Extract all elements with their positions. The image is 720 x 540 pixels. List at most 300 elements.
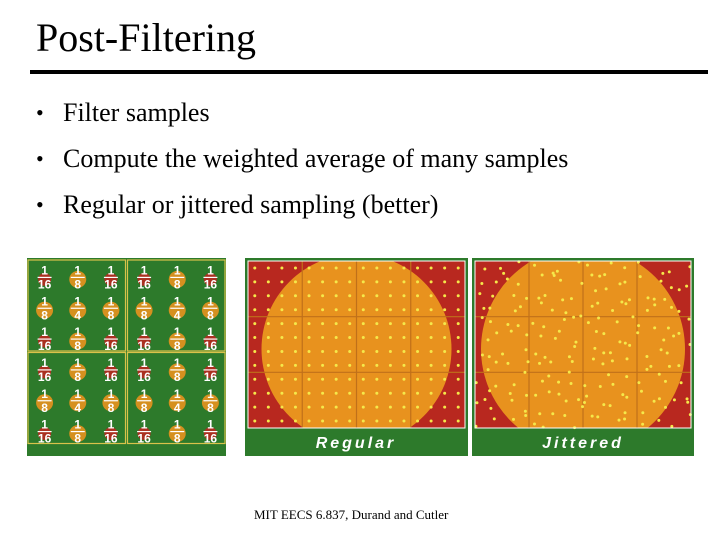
sample-point: [483, 268, 486, 271]
sample-point: [596, 302, 599, 305]
sample-point: [491, 295, 494, 298]
sample-point: [280, 336, 283, 339]
sample-point: [646, 309, 649, 312]
weight-denominator: 16: [203, 431, 218, 446]
sample-point: [294, 266, 297, 269]
sample-point: [457, 378, 460, 381]
bullet-item: [36, 182, 568, 228]
sample-point: [294, 406, 297, 409]
sample-point: [506, 277, 509, 280]
sample-point: [253, 378, 256, 381]
weight-denominator: 16: [104, 431, 118, 446]
sample-point: [495, 361, 498, 364]
weight-denominator: 8: [173, 369, 181, 384]
sample-point: [362, 378, 365, 381]
sample-point: [610, 262, 613, 265]
sample-point: [577, 398, 580, 401]
sample-point: [668, 365, 671, 368]
sample-point: [603, 273, 606, 276]
bullet-text: Regular or jittered sampling (better): [63, 190, 439, 219]
weight-numerator: 1: [107, 417, 115, 432]
sample-point: [478, 292, 481, 295]
sample-point: [517, 324, 520, 327]
sample-point: [443, 322, 446, 325]
sample-point: [568, 355, 571, 358]
weight-numerator: 1: [173, 386, 181, 401]
sample-point: [280, 392, 283, 395]
sample-point: [389, 266, 392, 269]
weight-denominator: 16: [104, 339, 118, 354]
sample-point: [443, 294, 446, 297]
title-underline: [30, 70, 708, 74]
sample-point: [607, 373, 610, 376]
sample-point: [335, 266, 338, 269]
sample-point: [663, 298, 666, 301]
sample-point: [335, 308, 338, 311]
sample-point: [626, 357, 629, 360]
sample-point: [348, 378, 351, 381]
sample-point: [664, 380, 667, 383]
weight-numerator: 1: [41, 325, 48, 340]
sample-point: [443, 336, 446, 339]
sample-point: [267, 294, 270, 297]
weight-numerator: 1: [140, 417, 148, 432]
sample-point: [362, 294, 365, 297]
sample-point: [308, 308, 311, 311]
sample-point: [599, 385, 602, 388]
weight-numerator: 1: [207, 294, 214, 309]
sample-point: [375, 322, 378, 325]
sample-point: [553, 274, 556, 277]
sample-point: [348, 406, 351, 409]
sample-point: [294, 280, 297, 283]
sample-point: [657, 419, 660, 422]
sample-point: [416, 378, 419, 381]
sample-point: [513, 383, 516, 386]
sample-point: [348, 350, 351, 353]
grid-background: [27, 258, 226, 456]
sample-point: [308, 350, 311, 353]
sample-point: [457, 308, 460, 311]
sample-point: [677, 364, 680, 367]
sample-point: [645, 355, 648, 358]
sample-point: [280, 280, 283, 283]
sample-point: [512, 294, 515, 297]
sample-point: [592, 357, 595, 360]
sample-point: [348, 322, 351, 325]
sample-point: [443, 364, 446, 367]
weight-numerator: 1: [74, 325, 82, 340]
filter-weight-grid: [27, 258, 226, 456]
sample-point: [402, 406, 405, 409]
bullet-icon: •: [36, 100, 44, 125]
weight-denominator: 16: [137, 277, 151, 292]
sample-point: [596, 415, 599, 418]
sample-point: [253, 364, 256, 367]
sample-point: [267, 378, 270, 381]
sample-point: [402, 294, 405, 297]
sample-point: [253, 308, 256, 311]
weight-numerator: 1: [41, 355, 48, 370]
weight-denominator: 16: [37, 277, 52, 292]
sample-point: [308, 336, 311, 339]
sample-point: [601, 362, 604, 365]
sample-point: [512, 418, 515, 421]
sample-point: [375, 336, 378, 339]
sample-point: [389, 280, 392, 283]
sample-point: [308, 420, 311, 423]
bullet-text: Filter samples: [63, 98, 210, 127]
sample-point: [565, 400, 568, 403]
sample-point: [653, 326, 656, 329]
sample-point: [362, 420, 365, 423]
weight-numerator: 1: [107, 386, 115, 401]
sample-point: [525, 394, 528, 397]
sample-point: [653, 400, 656, 403]
weight-numerator: 1: [140, 263, 148, 278]
sample-point: [443, 392, 446, 395]
sample-point: [402, 364, 405, 367]
weight-denominator: 8: [173, 277, 181, 292]
weight-numerator: 1: [140, 355, 148, 370]
weight-denominator: 16: [137, 431, 151, 446]
weight-denominator: 4: [173, 308, 181, 323]
weight-numerator: 1: [140, 386, 148, 401]
sample-point: [557, 381, 560, 384]
sample-point: [348, 420, 351, 423]
sample-point: [294, 322, 297, 325]
sample-point: [678, 288, 681, 291]
sample-point: [487, 338, 490, 341]
sample-point: [662, 339, 665, 342]
sample-point: [280, 308, 283, 311]
sample-point: [308, 266, 311, 269]
sample-point: [335, 280, 338, 283]
sample-point: [483, 398, 486, 401]
sample-point: [641, 411, 644, 414]
sample-point: [294, 420, 297, 423]
sample-point: [443, 350, 446, 353]
weight-denominator: 8: [207, 400, 214, 415]
sample-point: [294, 308, 297, 311]
sample-point: [443, 308, 446, 311]
sample-point: [624, 342, 627, 345]
sample-point: [308, 406, 311, 409]
sample-point: [623, 281, 626, 284]
bullet-text: Compute the weighted average of many samples: [63, 144, 569, 173]
weight-numerator: 1: [207, 263, 214, 278]
sample-point: [510, 399, 513, 402]
sample-point: [636, 331, 639, 334]
sample-point: [661, 272, 664, 275]
weight-numerator: 1: [41, 263, 48, 278]
sample-point: [267, 322, 270, 325]
sample-point: [591, 305, 594, 308]
sample-point: [563, 414, 566, 417]
sample-point: [495, 331, 498, 334]
sample-point: [554, 337, 557, 340]
sample-point: [335, 392, 338, 395]
weight-numerator: 1: [140, 294, 148, 309]
sample-point: [499, 267, 502, 270]
weight-denominator: 8: [207, 308, 214, 323]
sample-point: [321, 294, 324, 297]
weight-denominator: 8: [140, 400, 148, 415]
sample-point: [416, 350, 419, 353]
weight-numerator: 1: [173, 355, 181, 370]
sample-point: [294, 336, 297, 339]
weight-numerator: 1: [74, 263, 82, 278]
sample-point: [430, 420, 433, 423]
weight-denominator: 8: [140, 308, 148, 323]
sample-point: [583, 384, 586, 387]
bullet-item: [36, 136, 568, 182]
sample-point: [618, 419, 621, 422]
sample-point: [586, 264, 589, 267]
sample-point: [480, 282, 483, 285]
sample-point: [430, 336, 433, 339]
sample-point: [677, 310, 680, 313]
sample-point: [667, 327, 670, 330]
weight-denominator: 4: [74, 308, 82, 323]
sample-point: [544, 356, 547, 359]
sample-point: [653, 298, 656, 301]
sample-point: [670, 286, 673, 289]
sample-point: [253, 420, 256, 423]
sample-point: [660, 348, 663, 351]
sample-point: [595, 330, 598, 333]
sample-point: [549, 361, 552, 364]
sample-point: [335, 336, 338, 339]
sample-point: [389, 308, 392, 311]
sample-point: [402, 392, 405, 395]
sample-point: [570, 382, 573, 385]
weight-numerator: 1: [41, 294, 48, 309]
sample-point: [430, 294, 433, 297]
sample-point: [602, 403, 605, 406]
sample-point: [457, 350, 460, 353]
sample-point: [402, 280, 405, 283]
sample-point: [348, 336, 351, 339]
sample-point: [457, 322, 460, 325]
weight-numerator: 1: [74, 355, 82, 370]
sample-point: [416, 322, 419, 325]
sample-point: [687, 318, 690, 321]
sample-point: [625, 375, 628, 378]
sample-point: [253, 350, 256, 353]
sample-point: [280, 406, 283, 409]
sample-point: [677, 332, 680, 335]
sample-point: [673, 398, 676, 401]
sample-point: [294, 378, 297, 381]
sample-point: [402, 336, 405, 339]
sample-point: [321, 350, 324, 353]
weight-numerator: 1: [207, 355, 214, 370]
weight-numerator: 1: [207, 417, 214, 432]
sample-point: [402, 378, 405, 381]
weight-denominator: 8: [74, 339, 82, 354]
slide-title: Post-Filtering: [36, 15, 257, 60]
sample-point: [280, 378, 283, 381]
sample-point: [620, 300, 623, 303]
regular-sampling-panel: [245, 258, 468, 456]
sample-point: [294, 350, 297, 353]
jittered-sampling-panel: [472, 258, 694, 456]
sample-point: [389, 350, 392, 353]
sample-point: [253, 336, 256, 339]
sample-point: [267, 266, 270, 269]
sample-point: [443, 280, 446, 283]
sample-point: [564, 311, 567, 314]
sample-point: [658, 373, 661, 376]
sample-point: [348, 280, 351, 283]
sample-point: [416, 294, 419, 297]
sample-point: [542, 325, 545, 328]
sample-point: [658, 397, 661, 400]
sample-point: [402, 322, 405, 325]
sample-point: [375, 364, 378, 367]
sample-point: [685, 285, 688, 288]
sample-point: [389, 420, 392, 423]
weight-denominator: 4: [74, 400, 82, 415]
sample-point: [524, 410, 527, 413]
bullet-list: [36, 90, 568, 228]
sample-point: [539, 335, 542, 338]
sample-point: [531, 322, 534, 325]
sample-point: [375, 420, 378, 423]
sample-point: [628, 298, 631, 301]
sample-point: [501, 352, 504, 355]
weight-numerator: 1: [140, 325, 148, 340]
sample-point: [457, 294, 460, 297]
sample-point: [375, 294, 378, 297]
sample-point: [641, 423, 644, 426]
sample-point: [556, 270, 559, 273]
sample-point: [570, 297, 573, 300]
sample-point: [572, 316, 575, 319]
sample-point: [416, 336, 419, 339]
sample-point: [525, 297, 528, 300]
sample-point: [375, 392, 378, 395]
sample-point: [640, 390, 643, 393]
sample-point: [348, 266, 351, 269]
sample-point: [443, 378, 446, 381]
weight-denominator: 8: [173, 339, 181, 354]
sample-point: [618, 282, 621, 285]
weight-numerator: 1: [107, 355, 115, 370]
sample-point: [348, 308, 351, 311]
sample-point: [321, 280, 324, 283]
sample-point: [670, 306, 673, 309]
sample-point: [321, 406, 324, 409]
weight-numerator: 1: [74, 386, 82, 401]
sample-point: [280, 350, 283, 353]
weight-numerator: 1: [173, 325, 181, 340]
regular-label: Regular: [315, 435, 397, 452]
sample-point: [489, 320, 492, 323]
sample-point: [402, 350, 405, 353]
sample-point: [389, 392, 392, 395]
sample-point: [443, 266, 446, 269]
sample-point: [402, 308, 405, 311]
sample-point: [489, 407, 492, 410]
sample-point: [348, 294, 351, 297]
weight-numerator: 1: [41, 417, 48, 432]
sample-point: [457, 364, 460, 367]
sample-point: [280, 364, 283, 367]
sample-point: [482, 307, 485, 310]
weight-denominator: 16: [37, 431, 52, 446]
sample-point: [587, 321, 590, 324]
sample-point: [348, 364, 351, 367]
weight-numerator: 1: [74, 294, 82, 309]
sample-point: [253, 280, 256, 283]
sample-point: [280, 294, 283, 297]
sample-point: [402, 420, 405, 423]
sample-point: [321, 266, 324, 269]
sample-point: [375, 308, 378, 311]
sample-point: [481, 354, 484, 357]
weight-denominator: 8: [41, 400, 48, 415]
sample-point: [335, 322, 338, 325]
sample-point: [558, 330, 561, 333]
weight-denominator: 8: [173, 431, 181, 446]
sample-point: [430, 378, 433, 381]
sample-point: [416, 308, 419, 311]
sample-point: [253, 392, 256, 395]
sample-point: [533, 423, 536, 426]
sample-point: [389, 294, 392, 297]
sample-point: [538, 412, 541, 415]
weight-denominator: 8: [107, 308, 115, 323]
sample-point: [653, 303, 656, 306]
weight-numerator: 1: [173, 294, 181, 309]
sample-point: [623, 417, 626, 420]
sample-point: [416, 392, 419, 395]
sample-point: [602, 351, 605, 354]
sample-point: [538, 362, 541, 365]
sample-point: [457, 280, 460, 283]
sample-point: [523, 371, 526, 374]
sample-point: [430, 364, 433, 367]
sample-point: [611, 383, 614, 386]
weight-denominator: 16: [203, 369, 218, 384]
sample-point: [611, 359, 614, 362]
sample-point: [631, 315, 634, 318]
sample-point: [519, 305, 522, 308]
sample-point: [597, 316, 600, 319]
sample-point: [321, 392, 324, 395]
sample-point: [621, 393, 624, 396]
sample-point: [389, 378, 392, 381]
weight-denominator: 16: [37, 369, 52, 384]
weight-denominator: 16: [137, 339, 151, 354]
weight-numerator: 1: [107, 263, 115, 278]
sample-point: [534, 352, 537, 355]
sample-point: [625, 396, 628, 399]
sample-point: [389, 406, 392, 409]
sample-point: [430, 406, 433, 409]
sample-point: [590, 274, 593, 277]
sample-point: [591, 415, 594, 418]
sample-point: [547, 375, 550, 378]
sample-point: [639, 275, 642, 278]
sample-point: [457, 392, 460, 395]
jittered-label: Jittered: [542, 435, 624, 452]
sample-point: [294, 364, 297, 367]
sample-point: [416, 406, 419, 409]
sample-point: [618, 340, 621, 343]
